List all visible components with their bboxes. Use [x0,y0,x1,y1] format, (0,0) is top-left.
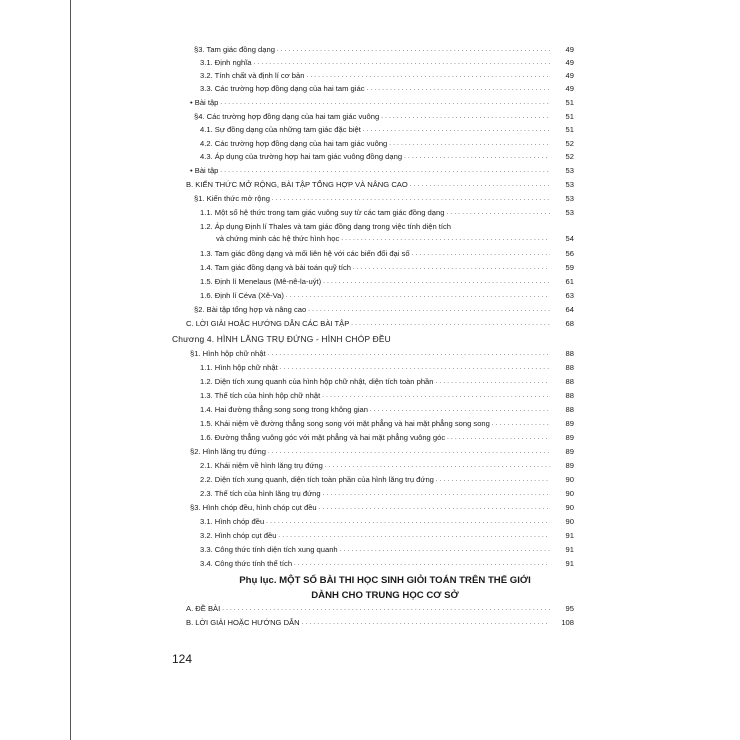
toc-entry: 2.1. Khái niệm về hình lăng trụ đứng . . . 89 [200,461,574,471]
toc-entry: 1.6. Định lí Céva (Xê-Va) . . . 63 [200,291,574,301]
toc-entry: §2. Bài tập tổng hợp và nâng cao . . . 64 [194,305,574,315]
toc-entry: 2.2. Diện tích xung quanh, diện tích toàn phần của hình lăng trụ đứng . . . 90 [200,475,574,485]
toc-entry: 3.2. Hình chóp cụt đều . . . 91 [200,531,574,541]
chapter-heading: Chương 4. HÌNH LĂNG TRỤ ĐỨNG - HÌNH CHÓP ĐỀU [172,334,391,344]
toc-entry: 1.5. Khái niệm về đường thẳng song song với mặt phẳng và hai mặt phẳng song song . . . 89 [200,419,574,429]
toc-entry: 1.4. Hai đường thẳng song song trong không gian . . . 88 [200,405,574,415]
toc-entry: B. KIẾN THỨC MỞ RỘNG, BÀI TẬP TỔNG HỢP VÀ NÂNG CAO . . . 53 [186,180,574,190]
toc-entry: §3. Hình chóp đều, hình chóp cụt đều . . . 90 [190,503,574,513]
toc-entry: 4.1. Sự đồng dạng của những tam giác đặc biệt . . . 51 [200,125,574,135]
toc-entry: B. LỜI GIẢI HOẶC HƯỚNG DẪN . . . 108 [186,618,574,628]
toc-entry: 4.3. Áp dụng của trường hợp hai tam giác vuông đồng dạng . . . 52 [200,152,574,162]
toc-entry: C. LỜI GIẢI HOẶC HƯỚNG DẪN CÁC BÀI TẬP . . . 68 [186,319,574,329]
toc-entry: §4. Các trường hợp đồng dạng của hai tam giác vuông . . . 51 [194,112,574,122]
toc-entry: §1. Hình hộp chữ nhật . . . 88 [190,349,574,359]
toc-entry: 1.1. Một số hệ thức trong tam giác vuông suy từ các tam giác đồng dạng . . . 53 [200,208,574,218]
toc-entry: 3.4. Công thức tính thể tích . . . 91 [200,559,574,569]
toc-entry: 3.1. Định nghĩa . . . 49 [200,58,574,68]
toc-entry: 3.1. Hình chóp đều . . . 90 [200,517,574,527]
toc-entry-first-line: 1.2. Áp dụng Định lí Thales và tam giác đồng dạng trong việc tính diện tích [200,222,452,231]
toc-entry: 3.3. Công thức tính diện tích xung quanh . . . 91 [200,545,574,555]
toc-entry: 1.1. Hình hộp chữ nhật . . . 88 [200,363,574,373]
page-number: 124 [172,652,193,666]
appendix-heading-line2: DÀNH CHO TRUNG HỌC CƠ SỞ [311,590,459,601]
toc-entry: 2.3. Thể tích của hình lăng trụ đứng . . . 90 [200,489,574,499]
toc-entry: • Bài tập . . . 51 [190,98,574,108]
toc-entry: 1.4. Tam giác đồng dạng và bài toán quỹ tích . . . 59 [200,263,574,273]
toc-entry: §3. Tam giác đồng dạng . . . 49 [194,45,574,55]
toc-entry: • Bài tập . . . 53 [190,166,574,176]
toc-entry: 1.2. Diện tích xung quanh của hình hộp chữ nhật, diện tích toàn phần . . . 88 [200,377,574,387]
toc-entry: A. ĐỀ BÀI . . . 95 [186,604,574,614]
toc-entry: và chứng minh các hệ thức hình học . . . 54 [216,234,574,244]
toc-entry: 3.2. Tính chất và định lí cơ bản . . . 49 [200,71,574,81]
toc-entry: 3.3. Các trường hợp đồng dạng của hai tam giác . . . 49 [200,84,574,94]
toc-entry: 1.6. Đường thẳng vuông góc với mặt phẳng và hai mặt phẳng vuông góc . . . 89 [200,433,574,443]
toc-entry: §2. Hình lăng trụ đứng . . . 89 [190,447,574,457]
appendix-heading-line1: Phụ lục. MỘT SỐ BÀI THI HỌC SINH GIỎI TOÁN TRÊN THẾ GIỚI [239,575,531,586]
toc-entry: 1.3. Thể tích của hình hộp chữ nhật . . . 88 [200,391,574,401]
toc-entry: §1. Kiến thức mở rộng . . . 53 [194,194,574,204]
toc-entry: 1.5. Định lí Menelaus (Mê-nê-la-uýt) . . . 61 [200,277,574,287]
toc-entry: 1.3. Tam giác đồng dạng và mối liên hệ với các biến đổi đại số . . . 56 [200,249,574,259]
toc-entry: 4.2. Các trường hợp đồng dạng của hai tam giác vuông . . . 52 [200,139,574,149]
